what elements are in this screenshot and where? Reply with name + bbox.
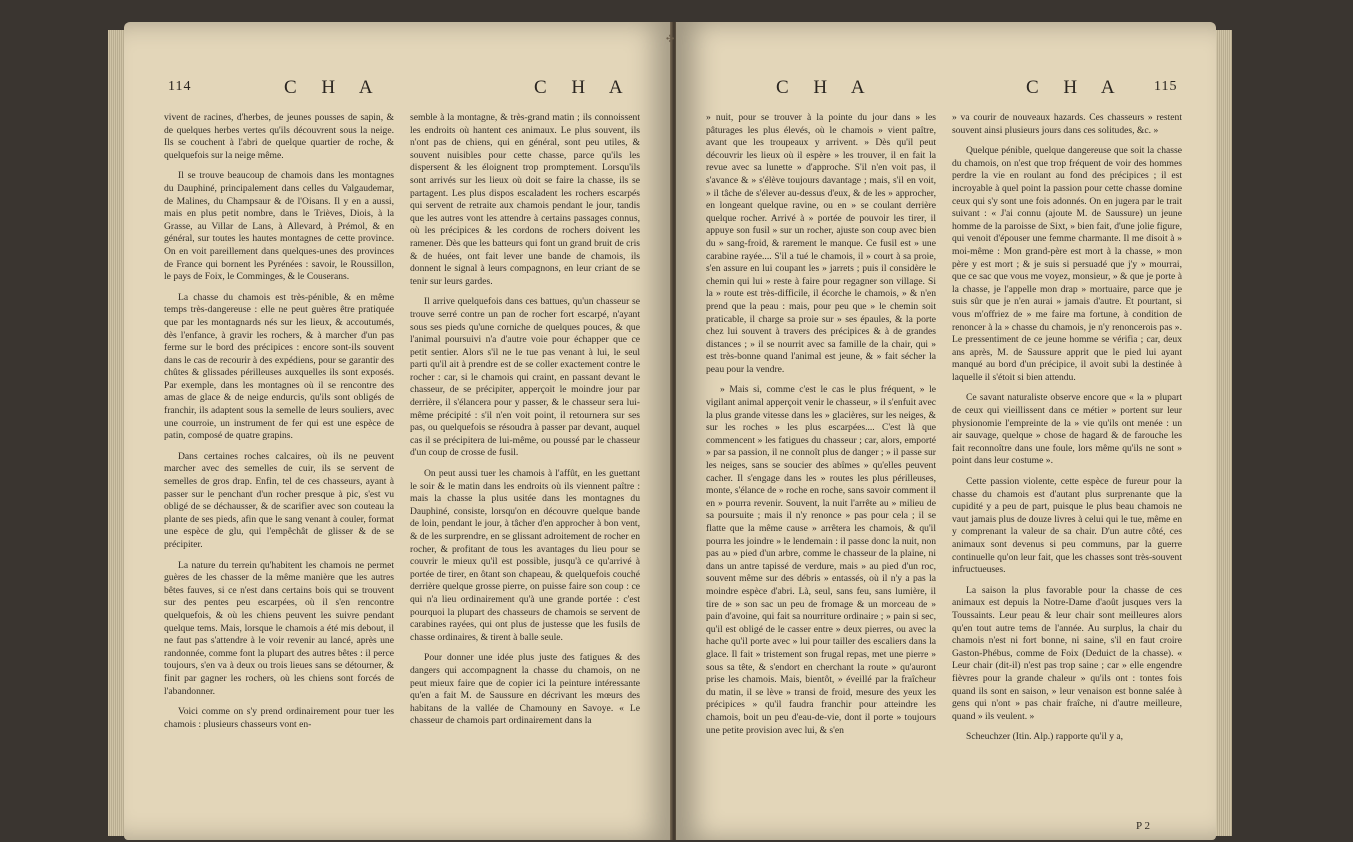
paragraph: Dans certaines roches calcaires, où ils ne peuvent marcher avec des semelles de cuir, ils se servent de semelles de gros drap. Enfin, tel de ces chasseurs, ayant à passer sur le penchant d'un rocher presque à pic, s'est vu obligé de se déchausser, & de scarifier avec son couteau la plante de ses pieds, afin que le sang venant à couler, format une espèce de glu, qui l'empêchât de glisser & de se précipiter. [164,450,394,550]
paragraph: Ce savant naturaliste observe encore que « la » plupart de ceux qui vieillissent dans ce métier » portent sur leur physionomie l'empreinte de la » vie qu'ils ont menée : un air sauvage, quelque » chose de hagard & de farouche les fait reconnoître dans une foule, lors même qu'ils ne sont » point dans leur costume ». [952,392,1182,467]
paragraph: Il se trouve beaucoup de chamois dans les montagnes du Dauphiné, principalement dans celles du Valgaudemar, de Malines, du Champsaur & de l'Oisans. Il y en a aussi, mais en plus petit nombre, dans le Trièves, Diois, à la Grasse, au Villar de Lans, à Allevard, à Prémol, & en général, sur toutes les hautes montagnes de cette province. On en voit pareillement dans quelques-unes des provinces de France qui bornent les Pyrénées : savoir, le Roussillon, le pays de Foix, le Comminges, & le Couserans. [164,170,394,283]
paragraph: Voici comme on s'y prend ordinairement pour tuer les chamois : plusieurs chasseurs vont en- [164,706,394,730]
paragraph: » nuit, pour se trouver à la pointe du jour dans » les pâturages les plus élevés, où le chamois » vient paître, avant que les troupeaux y arrivent. » Dès qu'il peut découvrir les lieux où il espère » les trouver, il en fait la revue avec sa lunette » d'approche. S'il n'en voit pas, il s'avance & » s'élève toujours davantage ; mais, s'il en voit, » il tâche de s'élever au-dessus d'eux, & de les » approcher, en longeant quelque ravine, ou en » se coulant derrière quelque rocher. Arrivé à » portée de pouvoir les tirer, il appuye son fusil » sur un rocher, ajuste son coup avec bien du » sang-froid, & rarement le manque. Ce fusil est » une carabine rayée.... S'il a tué le chamois, il » court à sa proie, s'en assure en lui coupant les » jarrets ; puis il considère le chemin qui lui » reste à faire pour regagner son village. Si la » route est très-difficile, il écorche le chamois, » & n'en prend que la peau : mais, pour peu que » le chemin soit praticable, il charge sa proie sur » ses épaules, & la porte chez lui souvent à travers des précipices & à de grandes distances ; » il se nourrit avec sa famille de la chair, qui » est très-bonne quand l'animal est jeune, & » fait sécher la peau pour la vendre. [706,112,936,375]
paragraph: Scheuchzer (Itin. Alp.) rapporte qu'il y a, [966,731,1124,743]
paragraph: vivent de racines, d'herbes, de jeunes pousses de sapin, & de quelques herbes vertes qu'ils découvrent sous la neige. Ils se couchent à l'abri de quelque quartier de roche, & quelquefois sur la neige même. [164,112,394,161]
right-header-word-2: C H A [1026,77,1125,98]
paragraph: » Mais si, comme c'est le cas le plus fréquent, » le vigilant animal apperçoit venir le chasseur, » il s'enfuit avec la plus grande vitesse dans les » glacières, sur les neiges, & sur les roches » les plus escarpées.... C'est là que commencent » les fatigues du chasseur ; car, alors, emporté » par sa passion, il ne connoît plus de danger ; » il passe sur les neiges, sans se soucier des abîmes » qu'elles peuvent cacher. Il s'engage dans les » routes les plus périlleuses, monte, s'élance de » roche en roche, sans savoir comment il en » pourra revenir. Souvent, la nuit l'arrête au » milieu de sa poursuite ; mais il n'y renonce » pas pour cela ; il se flatte que la même cause » arrêtera les chamois, & qu'il pourra les joindre » le lendemain : il passe donc la nuit, non pas au » pied d'un arbre, comme le chasseur de la plaine, ni dans un antre tapissé de verdure, mais » au pied d'un roc, souvent même sur des débris » entassés, où il n'y a pas la moindre espèce d'abri. Là, seul, sans feu, sans lumière, il tire de » son sac un peu de fromage & un morceau de » pain d'avoine, qui fait sa nourriture ordinaire ; » pain si sec, qu'il est obligé de le casser entre » deux pierres, ou avec la hache qu'il porte avec » lui pour tailler des escaliers dans la glace. Il fait » tristement son frugal repas, met une pierre » sous sa tête, & s'endort en cherchant la route » qu'auront prise les chamois. Mais, bientôt, » éveillé par la fraîcheur du matin, il se lève » transi de froid, mesure des yeux les précipices » qu'il faudra franchir pour atteindre les chamois, boit un peu d'eau-de-vie, dont il porte » toujours une petite provision avec lui, & s'en [706,384,936,736]
paragraph: La nature du terrein qu'habitent les chamois ne permet guères de les chasser de la même manière que les autres bêtes fauves, si ce n'est dans certains bois qui se trouvent sur des pentes peu escarpées, où il s'en rencontre quelquefois, & où les chiens peuvent les suivre pendant quelque tems. Mais, lorsque le chamois a été mis debout, il ne faut pas s'attendre à le voir revenir au lancé, après une randonnée, comme font la plupart des autres bêtes : il perce toujours, s'en va à deux ou trois lieues sans se détourner, & finit par gagner les rochers, où les chiens sont forcés de l'abandonner. [164,559,394,697]
left-header-word-2: C H A [534,77,633,98]
signature-mark: P 2 [1136,820,1150,832]
paragraph: On peut aussi tuer les chamois à l'affût, en les guettant le soir & le matin dans les endroits où ils viennent paître : mais la chasse la plus usitée dans les montagnes du Dauphiné, consiste, lorsqu'on en découvre quelque bande de loin, pendant le jour, à tâcher d'en approcher à bon vent, & de les surprendre, en se glissant adroitement de rocher en rocher, & profitant de tous les avantages du lieu pour se couvrir le mieux qu'il est possible, jusqu'à ce qu'arrivé à portée de tirer, en ôtant son chapeau, & quelquefois couché derrière quelque grosse pierre, on puisse faire son coup : ce qui n'a lieu ordinairement qu'à une grande portée : c'est pourquoi la plupart des chasseurs de chamois se servent de carabines rayées, qui ont plus de justesse que les fusils de chasse ordinaires, & tirent à balle seule. [410,468,640,643]
page-edges-right [1216,30,1232,836]
left-header-word-1: C H A [284,77,383,98]
paragraph: Il arrive quelquefois dans ces battues, qu'un chasseur se trouve serré contre un pan de rocher fort escarpé, n'ayant sous ses pieds qu'une corniche de quelques pouces, & que l'animal poursuivi n'a d'autre voie pour échapper que ce petit sentier. Alors s'il ne le tue pas venant à lui, le seul parti qu'il ait à prendre est de se coller exactement contre le rocher : car, si le chamois qui craint, en passant devant le chasseur, de se précipiter, apperçoit le moindre jour par derrière, il s'élancera pour y passer, & le chasseur sera lui-même précipité : s'il n'en voit point, il retournera sur ses pas, ou quelquefois se résoudra à passer par devant, auquel cas il se précipitera de lui-même, ou poussé par le chasseur d'un coup de crosse de fusil. [410,296,640,459]
right-header-word-1: C H A [776,77,875,98]
paragraph: Cette passion violente, cette espèce de fureur pour la chasse du chamois est d'autant plus surprenante que la cupidité y a peu de part, puisque le plus beau chamois ne vaut jamais plus de douze livres à celui qui le tue, même en y comprenant la valeur de sa chair. D'un autre côté, ces animaux sont devenus si peu communs, par la guerre continuelle qu'on leur fait, que les chasses sont très-souvent infructueuses. [952,476,1182,576]
right-page-number: 115 [1154,79,1178,94]
paragraph: Quelque pénible, quelque dangereuse que soit la chasse du chamois, on n'est que trop fréquent de voir des hommes perdre la vie en roulant au fond des précipices ; il est incroyable à quel point la passion pour cette chasse domine ceux qui s'y sont une fois adonnés. On en jugera par le trait suivant : « J'ai connu (ajoute M. de Saussure) un jeune homme de la paroisse de Sixt, » bien fait, d'une jolie figure, qui venoit d'épouser une femme charmante. Il me disoit à » moi-même : Mon grand-père est mort à la chasse, » mon père y est mort ; & je suis si persuadé que j'y » mourrai, que ce sac que vous me voyez, monsieur, » & que je porte à la chasse, je l'appelle mon drap » mortuaire, parce que je suis sûr que je n'en aurai » jamais d'autre. Et pourtant, si vous m'offriez de » me faire ma fortune, à condition de renoncer à la » chasse du chamois, je n'y renoncerois pas ». Le pressentiment de ce jeune homme se vérifia ; car, deux ans après, M. de Saussure apprit que le pied lui ayant manqué au bord d'un précipice, il avoit subi la destinée à laquelle il s'étoit si bien attendu. [952,145,1182,383]
left-page-number: 114 [168,79,192,94]
paragraph: La saison la plus favorable pour la chasse de ces animaux est depuis la Notre-Dame d'août jusques vers la Toussaints. Leur peau & leur chair sont meilleures alors qu'en tout autre tems de l'année. Au surplus, la chair du chamois n'est ni fort bonne, ni saine, s'il en faut croire Gaston-Phébus, comme de Foix (Deduict de la chasse). « Leur chair (dit-il) n'est pas trop saine ; car » elle engendre fièvres pour la grande chaleur » qu'ils ont : tontes fois quand ils sont en saison, » leur venaison est bonne salée à gens qui n'ont » pas chair fraîche, ni d'autre meilleure, quand » ils veulent. » [952,584,1182,722]
left-column-2 [410,112,640,736]
left-column-1 [164,112,394,739]
page-edges-left [108,30,124,836]
spine-ornament: ✣ [666,34,675,45]
right-running-header [676,77,1216,105]
paragraph: Pour donner une idée plus juste des fatigues & des dangers qui accompagnent la chasse du chamois, on ne peut mieux faire que de copier ici la peinture intéressante qu'en a fait M. de Saussure en décrivant les mœurs des habitans de la vallée de Chamouny en Savoye. « Le chasseur de chamois part ordinairement dans la [410,652,640,727]
right-column-2 [952,112,1182,752]
left-page [124,22,675,840]
right-column-1 [706,112,936,745]
right-page [676,22,1216,840]
paragraph: semble à la montagne, & très-grand matin ; ils connoissent les endroits où hantent ces animaux. Le plus souvent, ils n'ont pas de chiens, qui en général, sont peu utiles, & souvent nuisibles pour cette chasse, parce qu'ils les dispersent & les éloignent trop promptement. Lorsqu'ils sont arrivés sur les lieux où doit se faire la chasse, ils se partagent. Les plus dispos escaladent les rochers escarpés qui servent de retraite aux chamois pendant le jour, tandis que les autres vont les attendre à certains passages connus, où les précipices & les cordons de rochers doivent les ramener. Dès que les batteurs qui font un grand bruit de cris & de huées, ont fait lever une bande de chamois, ils donnent le signal à leurs compagnons, en leur criant de se tenir sur leurs gardes. [410,112,640,287]
left-running-header [124,77,672,105]
paragraph: La chasse du chamois est très-pénible, & en même temps très-dangereuse : elle ne peut guères être pratiquée que par les montagnards nés sur les lieux, & accoutumés, dès l'enfance, à gravir les rochers, & à marcher d'un pas ferme sur le bord des précipices : encore sont-ils souvent dans le cas de recourir à des expédiens, pour se garantir des chûtes & glissades périlleuses auxquelles ils sont exposés. Par exemple, dans les montagnes où il se rencontre des amas de glace & de neige endurcis, qu'ils sont obligés de franchir, ils adaptent sous la semelle de leurs souliers, avec une courroie, un instrument de fer qui est une espèce de patin, composé de quatre grapins. [164,291,394,442]
paragraph: » va courir de nouveaux hazards. Ces chasseurs » restent souvent ainsi plusieurs jours dans ces solitudes, &c. » [952,112,1182,136]
